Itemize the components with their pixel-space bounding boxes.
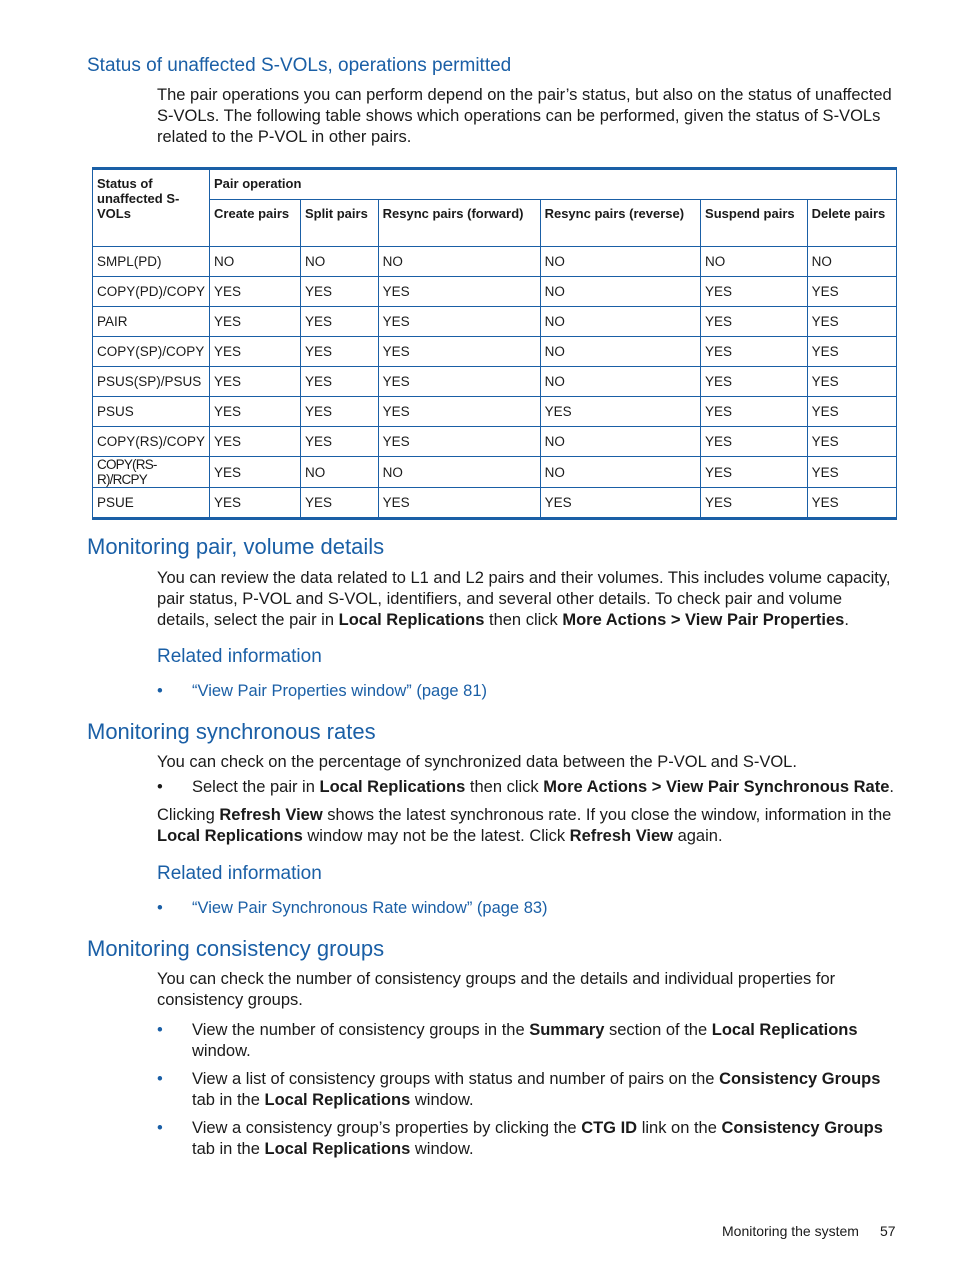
operation-cell: YES — [378, 307, 540, 337]
table-row — [93, 367, 897, 397]
operation-cell: YES — [701, 427, 808, 457]
table-row — [93, 307, 897, 337]
local-replications-ref: Local Replications — [319, 778, 466, 796]
operation-cell: YES — [807, 337, 896, 367]
operation-cell: YES — [807, 397, 896, 427]
operation-cell: YES — [540, 488, 700, 519]
status-cell: PSUE — [93, 488, 210, 519]
column-header: Suspend pairs — [701, 200, 808, 247]
status-cell: PSUS(SP)/PSUS — [93, 367, 210, 397]
section-heading-pair-volume: Monitoring pair, volume details — [87, 534, 385, 559]
operation-cell: YES — [807, 488, 896, 519]
operation-cell: NO — [540, 367, 700, 397]
column-header: Delete pairs — [807, 200, 896, 247]
table-row — [93, 397, 897, 427]
column-header: Create pairs — [210, 200, 301, 247]
status-cell: COPY(PD)/COPY — [93, 277, 210, 307]
sync-rates-paragraph: You can check on the percentage of synchronized data between the P-VOL and S-VOL. — [157, 753, 797, 771]
pair-volume-paragraph: You can review the data related to L1 and L2 pairs and their volumes. This includes volume capacity, pair status, P-VOL and S-VOL, identifiers, and several other details. To check pair and volume details, select the pair in Local Replications then click More Actions > View Pair Properties. — [157, 569, 891, 629]
bullet-icon: • — [157, 1070, 163, 1088]
operation-cell: YES — [300, 307, 378, 337]
bullet-icon: • — [157, 1119, 163, 1137]
status-cell: PAIR — [93, 307, 210, 337]
operation-cell: NO — [807, 247, 896, 277]
operation-cell: YES — [701, 397, 808, 427]
operation-cell: YES — [378, 367, 540, 397]
table-row — [93, 247, 897, 277]
consistency-groups-ref: Consistency Groups — [719, 1070, 881, 1088]
operation-cell: YES — [701, 457, 808, 488]
operation-cell: YES — [300, 488, 378, 519]
local-replications-ref: Local Replications — [338, 611, 485, 629]
related-info-heading-1: Related information — [157, 646, 322, 667]
operation-cell: NO — [540, 337, 700, 367]
operation-cell: NO — [540, 307, 700, 337]
operation-cell: YES — [300, 337, 378, 367]
status-cell: PSUS — [93, 397, 210, 427]
consistency-groups-paragraph: You can check the number of consistency groups and the details and individual properties for consistency groups. — [157, 970, 836, 1009]
status-cell: COPY(SP)/COPY — [93, 337, 210, 367]
operation-cell: NO — [300, 247, 378, 277]
operation-cell: YES — [807, 427, 896, 457]
operation-cell: YES — [378, 337, 540, 367]
operation-cell: YES — [210, 457, 301, 488]
operation-cell: YES — [210, 307, 301, 337]
operation-cell: YES — [540, 397, 700, 427]
column-header: Resync pairs (forward) — [378, 200, 540, 247]
operations-table — [92, 167, 897, 520]
operation-cell: NO — [540, 457, 700, 488]
section-heading-consistency-groups: Monitoring consistency groups — [87, 936, 385, 961]
operation-cell: YES — [300, 427, 378, 457]
refresh-view-paragraph: Clicking Refresh View shows the latest synchronous rate. If you close the window, information in the Local Replications window may not be the latest. Click Refresh View again. — [157, 806, 892, 845]
operation-cell: YES — [807, 277, 896, 307]
bullet-icon: • — [157, 899, 163, 917]
consistency-groups-ref: Consistency Groups — [721, 1119, 883, 1137]
operation-cell: NO — [300, 457, 378, 488]
column-header-row — [93, 200, 897, 247]
operation-cell: YES — [378, 277, 540, 307]
operation-cell: NO — [701, 247, 808, 277]
operation-cell: YES — [378, 488, 540, 519]
view-pair-sync-rate-ref: More Actions > View Pair Synchronous Rate — [543, 778, 890, 796]
operation-cell: YES — [300, 397, 378, 427]
operation-cell: YES — [701, 488, 808, 519]
bullet-icon: • — [157, 778, 163, 796]
status-cell: COPY(RS-R)/RCPY — [93, 457, 210, 488]
summary-ref: Summary — [529, 1021, 605, 1039]
corner-header: Status of unaffected S-VOLs — [93, 169, 210, 247]
operation-cell: YES — [300, 367, 378, 397]
view-pair-properties-link[interactable]: “View Pair Properties window” (page 81) — [192, 682, 487, 700]
column-header: Split pairs — [300, 200, 378, 247]
operation-cell: NO — [540, 277, 700, 307]
table-body — [93, 247, 897, 519]
table-row — [93, 488, 897, 519]
section-heading-sync-rates: Monitoring synchronous rates — [87, 719, 376, 744]
bullet-icon: • — [157, 1021, 163, 1039]
refresh-view-ref: Refresh View — [219, 806, 323, 824]
local-replications-ref: Local Replications — [264, 1140, 411, 1158]
operation-cell: YES — [300, 277, 378, 307]
operation-cell: NO — [540, 427, 700, 457]
view-pair-properties-ref: More Actions > View Pair Properties — [562, 611, 845, 629]
operation-cell: YES — [378, 427, 540, 457]
operation-cell: NO — [210, 247, 301, 277]
operation-cell: YES — [807, 307, 896, 337]
operation-cell: YES — [807, 457, 896, 488]
pair-operation-header: Pair operation — [210, 169, 897, 200]
operation-cell: YES — [701, 367, 808, 397]
operation-cell: NO — [378, 247, 540, 277]
operation-cell: NO — [540, 247, 700, 277]
table-row — [93, 427, 897, 457]
operation-cell: YES — [701, 277, 808, 307]
operation-cell: YES — [210, 397, 301, 427]
refresh-view-ref: Refresh View — [569, 827, 673, 845]
ctg-id-ref: CTG ID — [581, 1119, 638, 1137]
operation-cell: NO — [378, 457, 540, 488]
bullet-icon: • — [157, 682, 163, 700]
operation-cell: YES — [807, 367, 896, 397]
status-cell: SMPL(PD) — [93, 247, 210, 277]
local-replications-ref: Local Replications — [711, 1021, 858, 1039]
operation-cell: YES — [210, 367, 301, 397]
operation-cell: YES — [378, 397, 540, 427]
status-cell: COPY(RS)/COPY — [93, 427, 210, 457]
table-row — [93, 337, 897, 367]
operation-cell: YES — [701, 337, 808, 367]
operation-cell: YES — [210, 337, 301, 367]
operation-cell: YES — [210, 277, 301, 307]
operation-cell: YES — [210, 427, 301, 457]
svol-status-intro: The pair operations you can perform depend on the pair’s status, but also on the status of unaffected S-VOLs. The following table shows which operations can be performed, given the status of S-VOLs related to the P-VOL in other pairs. — [157, 86, 892, 146]
local-replications-ref: Local Replications — [264, 1091, 411, 1109]
table-row — [93, 277, 897, 307]
related-info-heading-2: Related information — [157, 863, 322, 884]
operation-cell: YES — [210, 488, 301, 519]
table-row — [93, 457, 897, 488]
section-heading-svol-status: Status of unaffected S-VOLs, operations permitted — [87, 55, 512, 76]
view-pair-sync-rate-link[interactable]: “View Pair Synchronous Rate window” (page 83) — [192, 899, 548, 917]
footer-section-name: Monitoring the system — [722, 1223, 859, 1239]
page-number: 57 — [880, 1223, 896, 1239]
operation-cell: YES — [701, 307, 808, 337]
column-header: Resync pairs (reverse) — [540, 200, 700, 247]
local-replications-ref: Local Replications — [157, 827, 303, 845]
